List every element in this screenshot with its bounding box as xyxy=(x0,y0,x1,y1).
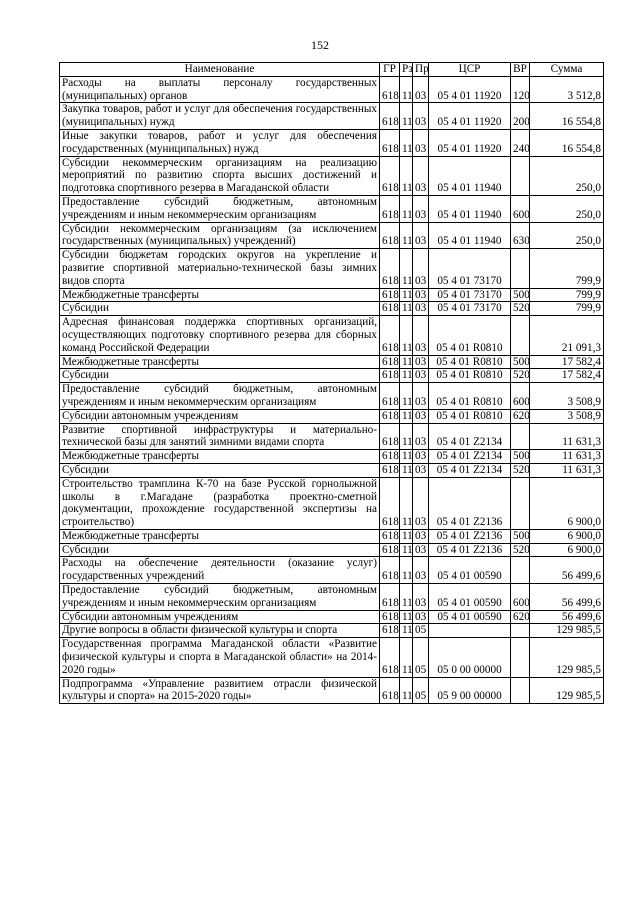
cell-sum: 3 508,9 xyxy=(530,409,604,423)
cell-csr: 05 4 01 R0810 xyxy=(429,316,511,355)
header-vr: ВР xyxy=(511,63,530,77)
table-row xyxy=(60,463,604,477)
cell-gr: 618 xyxy=(380,316,400,355)
cell-csr: 05 4 01 00590 xyxy=(429,610,511,624)
table-row xyxy=(60,543,604,557)
cell-gr: 618 xyxy=(380,222,400,249)
cell-rz: 11 xyxy=(400,584,413,611)
cell-csr: 05 4 01 11920 xyxy=(429,103,511,130)
cell-vr: 630 xyxy=(511,222,530,249)
cell-rz: 11 xyxy=(400,156,413,195)
cell-sum: 56 499,6 xyxy=(530,584,604,611)
cell-pr: 03 xyxy=(413,610,429,624)
cell-vr: 620 xyxy=(511,610,530,624)
cell-gr: 618 xyxy=(380,195,400,222)
cell-csr: 05 4 01 Z2136 xyxy=(429,477,511,529)
header-pr: Пр xyxy=(413,63,429,77)
cell-csr: 05 4 01 Z2134 xyxy=(429,463,511,477)
cell-pr: 05 xyxy=(413,638,429,677)
cell-pr: 03 xyxy=(413,249,429,288)
cell-name: Предоставление субсидий бюджетным, автономным учреждениям и иным некоммерческим организациям xyxy=(60,584,380,611)
cell-name: Развитие спортивной инфраструктуры и материально-технической базы для занятий зимними видами спорта xyxy=(60,423,380,450)
cell-gr: 618 xyxy=(380,529,400,543)
cell-rz: 11 xyxy=(400,423,413,450)
header-name: Наименование xyxy=(60,63,380,77)
cell-vr: 520 xyxy=(511,543,530,557)
cell-sum: 799,9 xyxy=(530,249,604,288)
cell-csr: 05 4 01 11940 xyxy=(429,195,511,222)
cell-pr: 03 xyxy=(413,557,429,584)
cell-name: Подпрограмма «Управление развитием отрасли физической культуры и спорта» на 2015-2020 годы» xyxy=(60,677,380,704)
cell-sum: 129 985,5 xyxy=(530,677,604,704)
cell-vr: 500 xyxy=(511,450,530,464)
cell-name: Другие вопросы в области физической культуры и спорта xyxy=(60,624,380,638)
table-row xyxy=(60,355,604,369)
cell-pr: 03 xyxy=(413,302,429,316)
cell-pr: 03 xyxy=(413,477,429,529)
table-row xyxy=(60,610,604,624)
table-row xyxy=(60,316,604,355)
cell-rz: 11 xyxy=(400,103,413,130)
cell-rz: 11 xyxy=(400,222,413,249)
cell-name: Межбюджетные трансферты xyxy=(60,529,380,543)
table-header-row xyxy=(60,63,604,77)
cell-rz: 11 xyxy=(400,624,413,638)
cell-rz: 11 xyxy=(400,529,413,543)
table-row xyxy=(60,677,604,704)
cell-rz: 11 xyxy=(400,610,413,624)
cell-sum: 56 499,6 xyxy=(530,610,604,624)
cell-rz: 11 xyxy=(400,76,413,103)
cell-name: Межбюджетные трансферты xyxy=(60,355,380,369)
cell-vr: 240 xyxy=(511,129,530,156)
table-row xyxy=(60,222,604,249)
cell-gr: 618 xyxy=(380,557,400,584)
cell-sum: 250,0 xyxy=(530,156,604,195)
cell-pr: 03 xyxy=(413,584,429,611)
cell-sum: 799,9 xyxy=(530,302,604,316)
cell-gr: 618 xyxy=(380,677,400,704)
cell-name: Адресная финансовая поддержка спортивных организаций, осуществляющих подготовку спортивного резерва для сборных команд Российской Федерации xyxy=(60,316,380,355)
cell-name: Субсидии автономным учреждениям xyxy=(60,409,380,423)
cell-rz: 11 xyxy=(400,195,413,222)
cell-rz: 11 xyxy=(400,450,413,464)
table-row xyxy=(60,584,604,611)
cell-sum: 3 512,8 xyxy=(530,76,604,103)
cell-sum: 129 985,5 xyxy=(530,624,604,638)
cell-pr: 05 xyxy=(413,624,429,638)
cell-gr: 618 xyxy=(380,423,400,450)
cell-sum: 250,0 xyxy=(530,195,604,222)
cell-gr: 618 xyxy=(380,302,400,316)
cell-sum: 3 508,9 xyxy=(530,383,604,410)
cell-csr: 05 4 01 Z2134 xyxy=(429,423,511,450)
cell-name: Субсидии xyxy=(60,369,380,383)
cell-pr: 03 xyxy=(413,463,429,477)
table-row xyxy=(60,624,604,638)
cell-pr: 03 xyxy=(413,450,429,464)
cell-gr: 618 xyxy=(380,383,400,410)
cell-rz: 11 xyxy=(400,543,413,557)
cell-sum: 17 582,4 xyxy=(530,355,604,369)
cell-vr xyxy=(511,677,530,704)
table-row xyxy=(60,477,604,529)
cell-gr: 618 xyxy=(380,624,400,638)
table-row xyxy=(60,302,604,316)
cell-vr: 520 xyxy=(511,369,530,383)
cell-sum: 250,0 xyxy=(530,222,604,249)
table-row xyxy=(60,529,604,543)
cell-name: Субсидии xyxy=(60,543,380,557)
table-body xyxy=(60,76,604,703)
cell-gr: 618 xyxy=(380,638,400,677)
cell-vr xyxy=(511,624,530,638)
cell-pr: 03 xyxy=(413,222,429,249)
cell-vr xyxy=(511,156,530,195)
cell-csr: 05 4 01 Z2134 xyxy=(429,450,511,464)
cell-gr: 618 xyxy=(380,249,400,288)
cell-csr: 05 4 01 73170 xyxy=(429,249,511,288)
header-sum: Сумма xyxy=(530,63,604,77)
cell-rz: 11 xyxy=(400,355,413,369)
cell-rz: 11 xyxy=(400,557,413,584)
cell-name: Субсидии некоммерческим организациям на реализацию мероприятий по развитию спорта высших достижений и подготовка спортивного резерва в Магаданской области xyxy=(60,156,380,195)
cell-sum: 16 554,8 xyxy=(530,103,604,130)
cell-name: Субсидии xyxy=(60,463,380,477)
cell-pr: 03 xyxy=(413,355,429,369)
table-row xyxy=(60,129,604,156)
cell-rz: 11 xyxy=(400,463,413,477)
cell-name: Межбюджетные трансферты xyxy=(60,288,380,302)
cell-csr: 05 4 01 73170 xyxy=(429,302,511,316)
cell-csr: 05 4 01 00590 xyxy=(429,557,511,584)
cell-rz: 11 xyxy=(400,477,413,529)
cell-sum: 799,9 xyxy=(530,288,604,302)
cell-name: Субсидии автономным учреждениям xyxy=(60,610,380,624)
table-row xyxy=(60,156,604,195)
cell-vr: 600 xyxy=(511,584,530,611)
cell-sum: 16 554,8 xyxy=(530,129,604,156)
table-row xyxy=(60,409,604,423)
cell-csr: 05 4 01 R0810 xyxy=(429,369,511,383)
cell-name: Субсидии xyxy=(60,302,380,316)
cell-vr: 200 xyxy=(511,103,530,130)
cell-csr: 05 4 01 73170 xyxy=(429,288,511,302)
cell-vr xyxy=(511,423,530,450)
cell-rz: 11 xyxy=(400,129,413,156)
cell-rz: 11 xyxy=(400,249,413,288)
cell-name: Предоставление субсидий бюджетным, автономным учреждениям и иным некоммерческим организациям xyxy=(60,195,380,222)
cell-rz: 11 xyxy=(400,383,413,410)
cell-name: Предоставление субсидий бюджетным, автономным учреждениям и иным некоммерческим организациям xyxy=(60,383,380,410)
cell-sum: 11 631,3 xyxy=(530,423,604,450)
cell-csr: 05 4 01 R0810 xyxy=(429,383,511,410)
cell-rz: 11 xyxy=(400,288,413,302)
table-row xyxy=(60,195,604,222)
cell-pr: 03 xyxy=(413,383,429,410)
cell-sum: 129 985,5 xyxy=(530,638,604,677)
table-row xyxy=(60,288,604,302)
table-row xyxy=(60,638,604,677)
cell-sum: 6 900,0 xyxy=(530,477,604,529)
cell-gr: 618 xyxy=(380,409,400,423)
cell-gr: 618 xyxy=(380,156,400,195)
cell-vr xyxy=(511,557,530,584)
cell-gr: 618 xyxy=(380,584,400,611)
cell-csr xyxy=(429,624,511,638)
cell-name: Закупка товаров, работ и услуг для обеспечения государственных (муниципальных) нужд xyxy=(60,103,380,130)
cell-vr: 520 xyxy=(511,463,530,477)
cell-pr: 03 xyxy=(413,76,429,103)
cell-gr: 618 xyxy=(380,76,400,103)
cell-vr: 500 xyxy=(511,529,530,543)
cell-csr: 05 0 00 00000 xyxy=(429,638,511,677)
cell-csr: 05 4 01 11940 xyxy=(429,156,511,195)
cell-gr: 618 xyxy=(380,543,400,557)
cell-gr: 618 xyxy=(380,288,400,302)
cell-pr: 03 xyxy=(413,423,429,450)
cell-vr: 600 xyxy=(511,195,530,222)
cell-rz: 11 xyxy=(400,677,413,704)
cell-name: Государственная программа Магаданской области «Развитие физической культуры и спорта в Магаданской области» на 2014-2020 годы» xyxy=(60,638,380,677)
cell-vr: 620 xyxy=(511,409,530,423)
cell-vr: 600 xyxy=(511,383,530,410)
header-csr: ЦСР xyxy=(429,63,511,77)
cell-name: Строительство трамплина К-70 на базе Русской горнолыжной школы в г.Магадане (разработка проектно-сметной документации, прохождение государственной экспертизы на строительство) xyxy=(60,477,380,529)
cell-sum: 17 582,4 xyxy=(530,369,604,383)
cell-csr: 05 4 01 11920 xyxy=(429,76,511,103)
cell-gr: 618 xyxy=(380,477,400,529)
cell-vr: 520 xyxy=(511,302,530,316)
cell-pr: 03 xyxy=(413,369,429,383)
cell-pr: 03 xyxy=(413,156,429,195)
cell-vr xyxy=(511,249,530,288)
table-row xyxy=(60,103,604,130)
cell-rz: 11 xyxy=(400,638,413,677)
cell-pr: 05 xyxy=(413,677,429,704)
cell-vr: 500 xyxy=(511,355,530,369)
cell-gr: 618 xyxy=(380,450,400,464)
cell-rz: 11 xyxy=(400,316,413,355)
page-number: 152 xyxy=(311,38,329,52)
cell-rz: 11 xyxy=(400,302,413,316)
cell-gr: 618 xyxy=(380,129,400,156)
cell-csr: 05 4 01 00590 xyxy=(429,584,511,611)
cell-sum: 21 091,3 xyxy=(530,316,604,355)
cell-pr: 03 xyxy=(413,316,429,355)
cell-csr: 05 4 01 Z2136 xyxy=(429,543,511,557)
cell-name: Субсидии некоммерческим организациям (за исключением государственных (муниципальных) учреждений) xyxy=(60,222,380,249)
cell-csr: 05 4 01 11920 xyxy=(429,129,511,156)
cell-pr: 03 xyxy=(413,129,429,156)
cell-vr xyxy=(511,477,530,529)
cell-pr: 03 xyxy=(413,103,429,130)
cell-gr: 618 xyxy=(380,355,400,369)
cell-name: Субсидии бюджетам городских округов на укрепление и развитие спортивной материально-технической базы зимних видов спорта xyxy=(60,249,380,288)
cell-gr: 618 xyxy=(380,369,400,383)
cell-sum: 11 631,3 xyxy=(530,450,604,464)
cell-rz: 11 xyxy=(400,369,413,383)
cell-sum: 6 900,0 xyxy=(530,529,604,543)
cell-vr xyxy=(511,316,530,355)
cell-csr: 05 4 01 Z2136 xyxy=(429,529,511,543)
cell-csr: 05 9 00 00000 xyxy=(429,677,511,704)
cell-pr: 03 xyxy=(413,409,429,423)
cell-vr: 120 xyxy=(511,76,530,103)
cell-pr: 03 xyxy=(413,529,429,543)
table-row xyxy=(60,369,604,383)
cell-csr: 05 4 01 R0810 xyxy=(429,409,511,423)
table-row xyxy=(60,249,604,288)
cell-pr: 03 xyxy=(413,195,429,222)
cell-gr: 618 xyxy=(380,463,400,477)
cell-gr: 618 xyxy=(380,610,400,624)
cell-name: Расходы на обеспечение деятельности (оказание услуг) государственных учреждений xyxy=(60,557,380,584)
cell-rz: 11 xyxy=(400,409,413,423)
cell-sum: 11 631,3 xyxy=(530,463,604,477)
budget-table xyxy=(59,62,604,704)
cell-name: Расходы на выплаты персоналу государственных (муниципальных) органов xyxy=(60,76,380,103)
cell-vr xyxy=(511,638,530,677)
table-row xyxy=(60,557,604,584)
cell-vr: 500 xyxy=(511,288,530,302)
cell-pr: 03 xyxy=(413,288,429,302)
cell-sum: 6 900,0 xyxy=(530,543,604,557)
cell-name: Иные закупки товаров, работ и услуг для обеспечения государственных (муниципальных) нужд xyxy=(60,129,380,156)
cell-csr: 05 4 01 11940 xyxy=(429,222,511,249)
table-row xyxy=(60,76,604,103)
cell-name: Межбюджетные трансферты xyxy=(60,450,380,464)
cell-gr: 618 xyxy=(380,103,400,130)
table-row xyxy=(60,383,604,410)
cell-pr: 03 xyxy=(413,543,429,557)
cell-csr: 05 4 01 R0810 xyxy=(429,355,511,369)
cell-sum: 56 499,6 xyxy=(530,557,604,584)
header-rz: Рз xyxy=(400,63,413,77)
table-row xyxy=(60,450,604,464)
table-row xyxy=(60,423,604,450)
header-gr: ГР xyxy=(380,63,400,77)
